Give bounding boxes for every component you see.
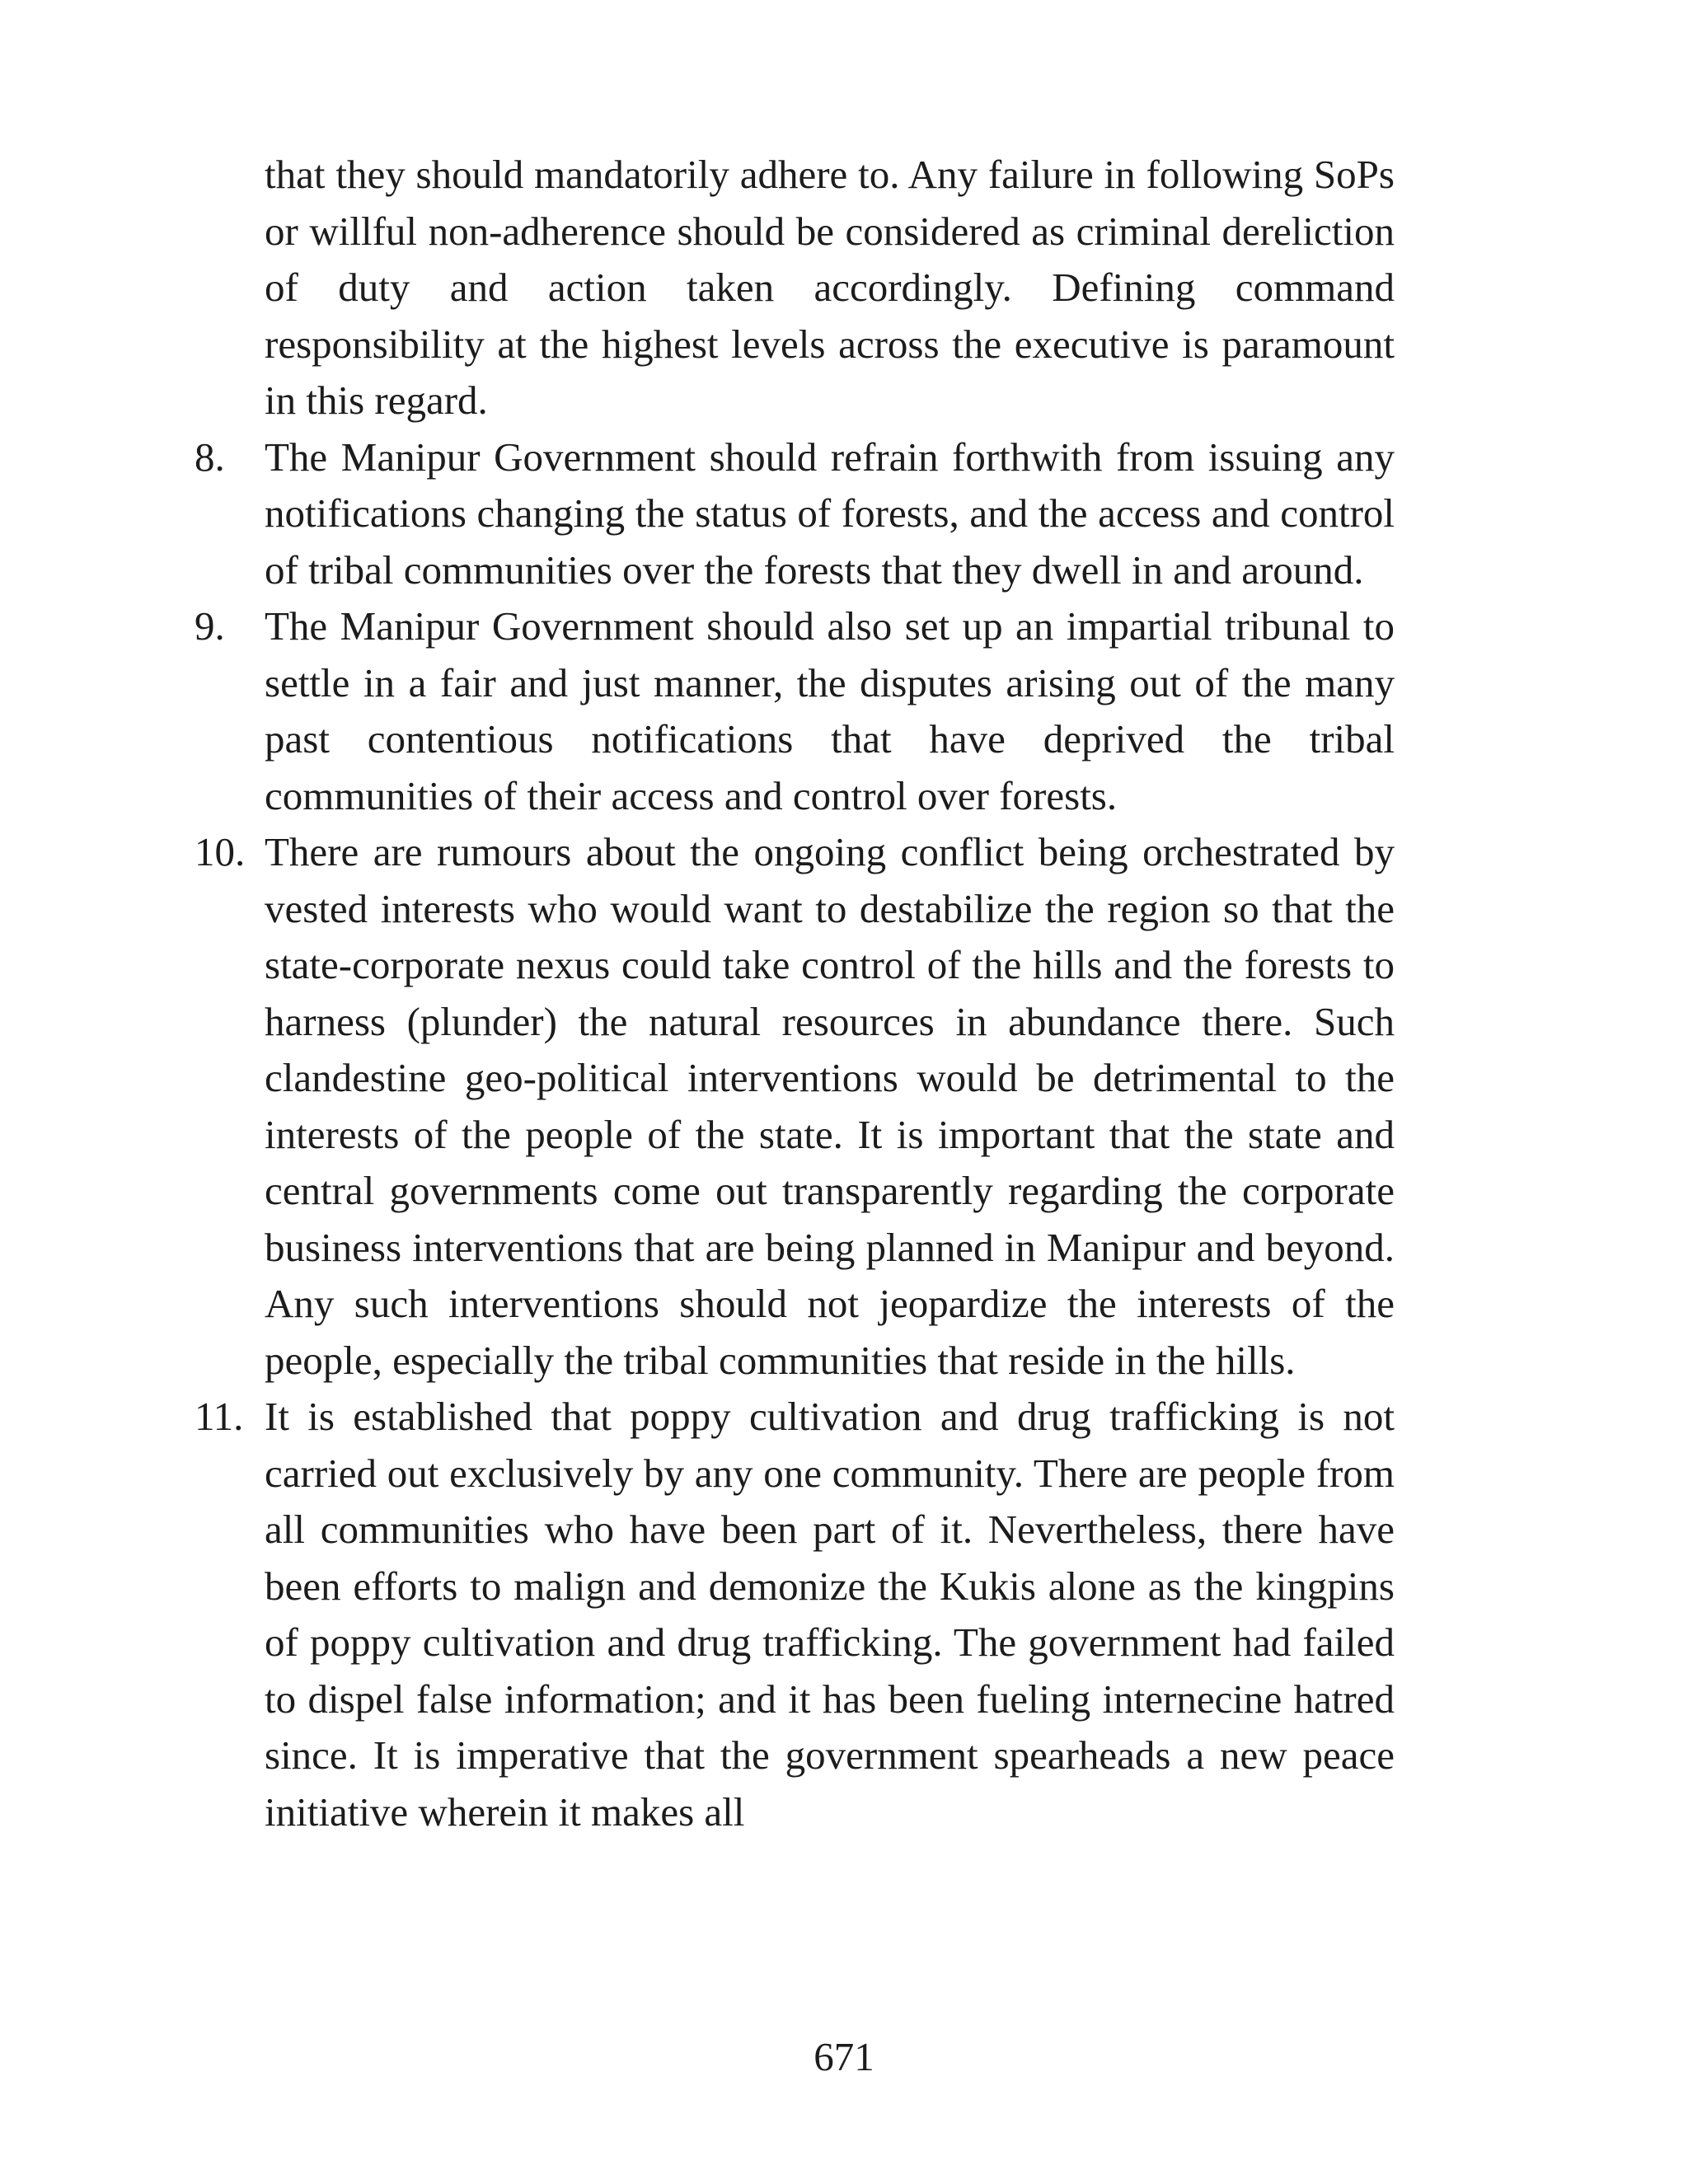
list-item-10 <box>195 824 1395 1389</box>
list-item-text: There are rumours about the ongoing conflict being orchestrated by vested interests who would want to destabilize the region so that the state-corporate nexus could take control of the hills and the forests to harness (plunder) the natural resources in abundance there. Such clandestine geo-political interventions would be detrimental to the interests of the people of the state. It is important that the state and central governments come out transparently regarding the corporate business interventions that are being planned in Manipur and beyond. Any such interventions should not jeopardize the interests of the people, especially the tribal communities that reside in the hills. <box>265 829 1395 1383</box>
continuation-paragraph: that they should mandatorily adhere to. Any failure in following SoPs or willful non-adherence should be considered as criminal dereliction of duty and action taken accordingly. Defining command responsibility at the highest levels across the executive is paramount in this regard. <box>265 152 1395 423</box>
list-item-number: 11. <box>195 1394 244 1439</box>
list-item-8 <box>195 429 1395 599</box>
list-item-11 <box>195 1389 1395 1840</box>
list-item-number: 9. <box>195 603 225 649</box>
list-item-text: The Manipur Government should also set up an impartial tribunal to settle in a fair and just manner, the disputes arising out of the many past contentious notifications that have deprived the tribal communities of their access and control over forests. <box>265 603 1395 818</box>
list-item-number: 10. <box>195 829 246 874</box>
list-item-9 <box>195 598 1395 824</box>
page-number: 671 <box>814 2034 874 2079</box>
list-item-text: It is established that poppy cultivation and drug trafficking is not carried out exclusively by any one community. There are people from all communities who have been part of it. Nevertheless, there have been efforts to malign and demonize the Kukis alone as the kingpins of poppy cultivation and drug trafficking. The government had failed to dispel false information; and it has been fueling internecine hatred since. It is imperative that the government spearheads a new peace initiative wherein it makes all <box>265 1394 1395 1835</box>
body-text <box>195 147 1395 1840</box>
list-item-number: 8. <box>195 434 225 480</box>
list-item-text: The Manipur Government should refrain forthwith from issuing any notifications changing the status of forests, and the access and control of tribal communities over the forests that they dwell in and around. <box>265 434 1395 593</box>
